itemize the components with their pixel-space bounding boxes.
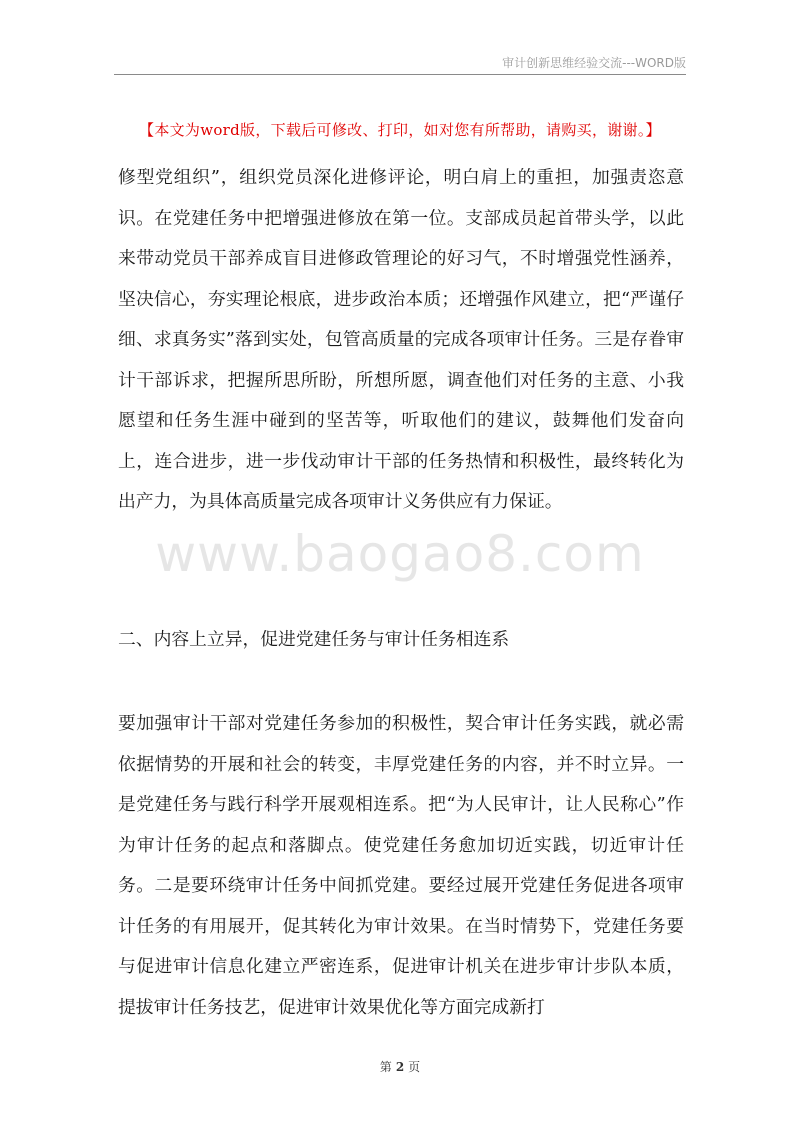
header-title: 审计创新思维经验交流---WORD版 [502, 56, 686, 70]
download-notice: 【本文为word版，下载后可修改、打印，如对您有所帮助，请购买，谢谢。】 [139, 121, 661, 139]
page-number [0, 1058, 800, 1075]
page-header [114, 52, 686, 75]
watermark: www.baogao8.com [155, 525, 645, 583]
body-paragraph-1: 修型党组织”，组织党员深化进修评论，明白肩上的重担，加强责恣意识。在党建任务中把增强进修放在第一位。支部成员起首带头学，以此来带动党员干部养成盲目进修政管理论的好习气，不时增强党性涵养，坚决信心，夯实理论根底，进步政治本质；还增强作风建立，把“严谨仔细、求真务实”落到实处，包管高质量的完成各项审计任务。三是存眷审计干部诉求，把握所思所盼，所想所愿，调查他们对任务的主意、小我愿望和任务生涯中碰到的坚苦等，听取他们的建议，鼓舞他们发奋向上，连合进步，进一步伐动审计干部的任务热情和积极性，最终转化为出产力，为具体高质量完成各项审计义务供应有力保证。 [118, 167, 684, 512]
page-number-prefix: 第 [379, 1060, 392, 1074]
section-heading: 二、内容上立异，促进党建任务与审计任务相连系 [118, 629, 510, 650]
page-number-suffix: 页 [408, 1060, 421, 1074]
body-paragraph-2: 要加强审计干部对党建任务参加的积极性，契合审计任务实践，就必需依据情势的开展和社会的转变，丰厚党建任务的内容，并不时立异。一是党建任务与践行科学开展观相连系。把“为人民审计，让人民称心”作为审计任务的起点和落脚点。使党建任务愈加切近实践，切近审计任务。二是要环绕审计任务中间抓党建。要经过展开党建任务促进各项审计任务的有用展开，促其转化为审计效果。在当时情势下，党建任务要与促进审计信息化建立严密连系，促进审计机关在进步审计步队本质，提拔审计任务技艺，促进审计效果优化等方面完成新打 [118, 713, 684, 1018]
page-number-value: 2 [395, 1060, 405, 1074]
